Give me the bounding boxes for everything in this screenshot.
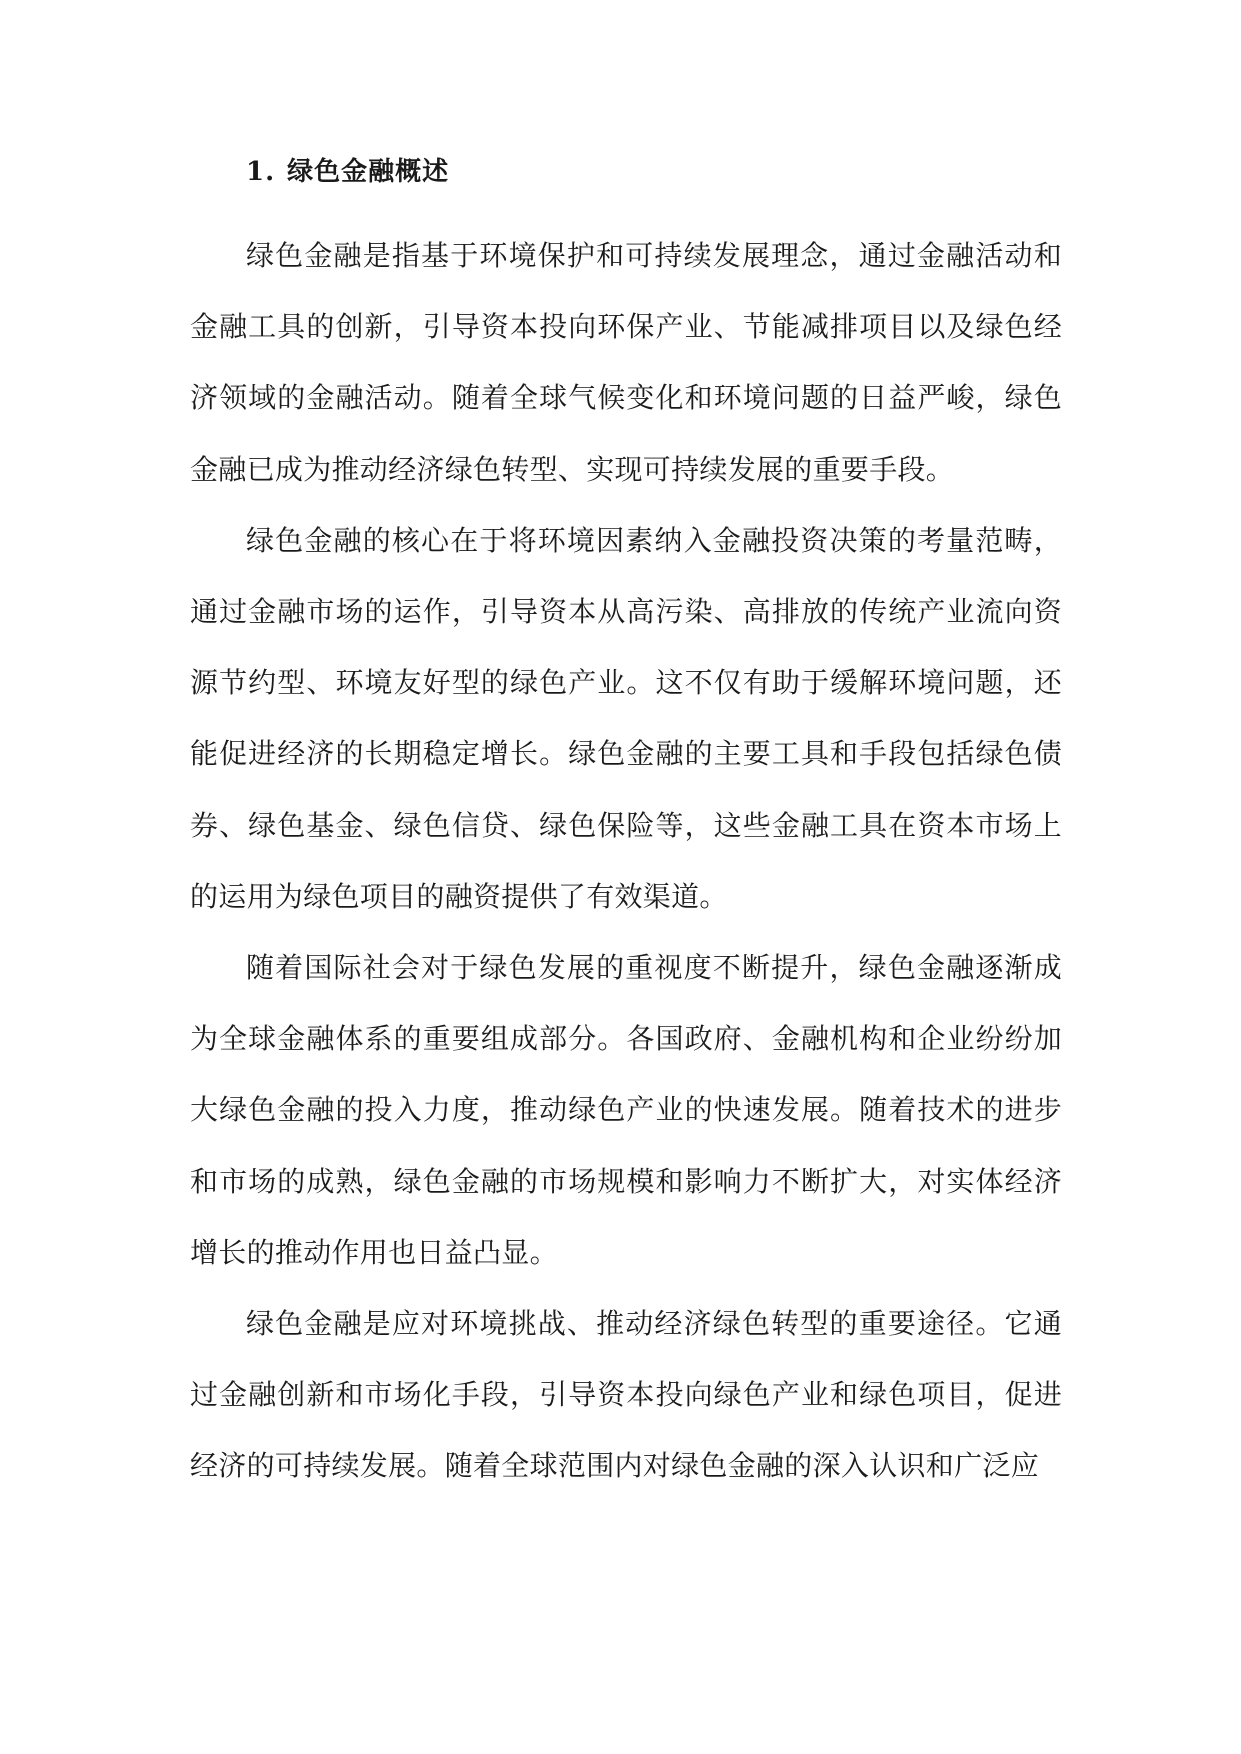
section-heading: [246, 152, 449, 192]
section-title: 绿色金融概述: [287, 157, 450, 187]
section-number: 1.: [246, 157, 276, 187]
paragraph-2: 绿色金融的核心在于将环境因素纳入金融投资决策的考量范畴，通过金融市场的运作，引导资本从高污染、高排放的传统产业流向资源节约型、环境友好型的绿色产业。这不仅有助于缓解环境问题，还能促进经济的长期稳定增长。绿色金融的主要工具和手段包括绿色债券、绿色基金、绿色信贷、绿色保险等，这些金融工具在资本市场上的运用为绿色项目的融资提供了有效渠道。: [190, 523, 1062, 913]
paragraph-1: 绿色金融是指基于环境保护和可持续发展理念，通过金融活动和金融工具的创新，引导资本投向环保产业、节能减排项目以及绿色经济领域的金融活动。随着全球气候变化和环境问题的日益严峻，绿色金融已成为推动经济绿色转型、实现可持续发展的重要手段。: [190, 239, 1062, 486]
paragraph-4: 绿色金融是应对环境挑战、推动经济绿色转型的重要途径。它通过金融创新和市场化手段，引导资本投向绿色产业和绿色项目，促进经济的可持续发展。随着全球范围内对绿色金融的深入认识和广泛应: [190, 1307, 1062, 1483]
body-text: [190, 220, 1062, 1502]
paragraph-3: 随着国际社会对于绿色发展的重视度不断提升，绿色金融逐渐成为全球金融体系的重要组成部分。各国政府、金融机构和企业纷纷加大绿色金融的投入力度，推动绿色产业的快速发展。随着技术的进步和市场的成熟，绿色金融的市场规模和影响力不断扩大，对实体经济增长的推动作用也日益凸显。: [190, 951, 1062, 1269]
